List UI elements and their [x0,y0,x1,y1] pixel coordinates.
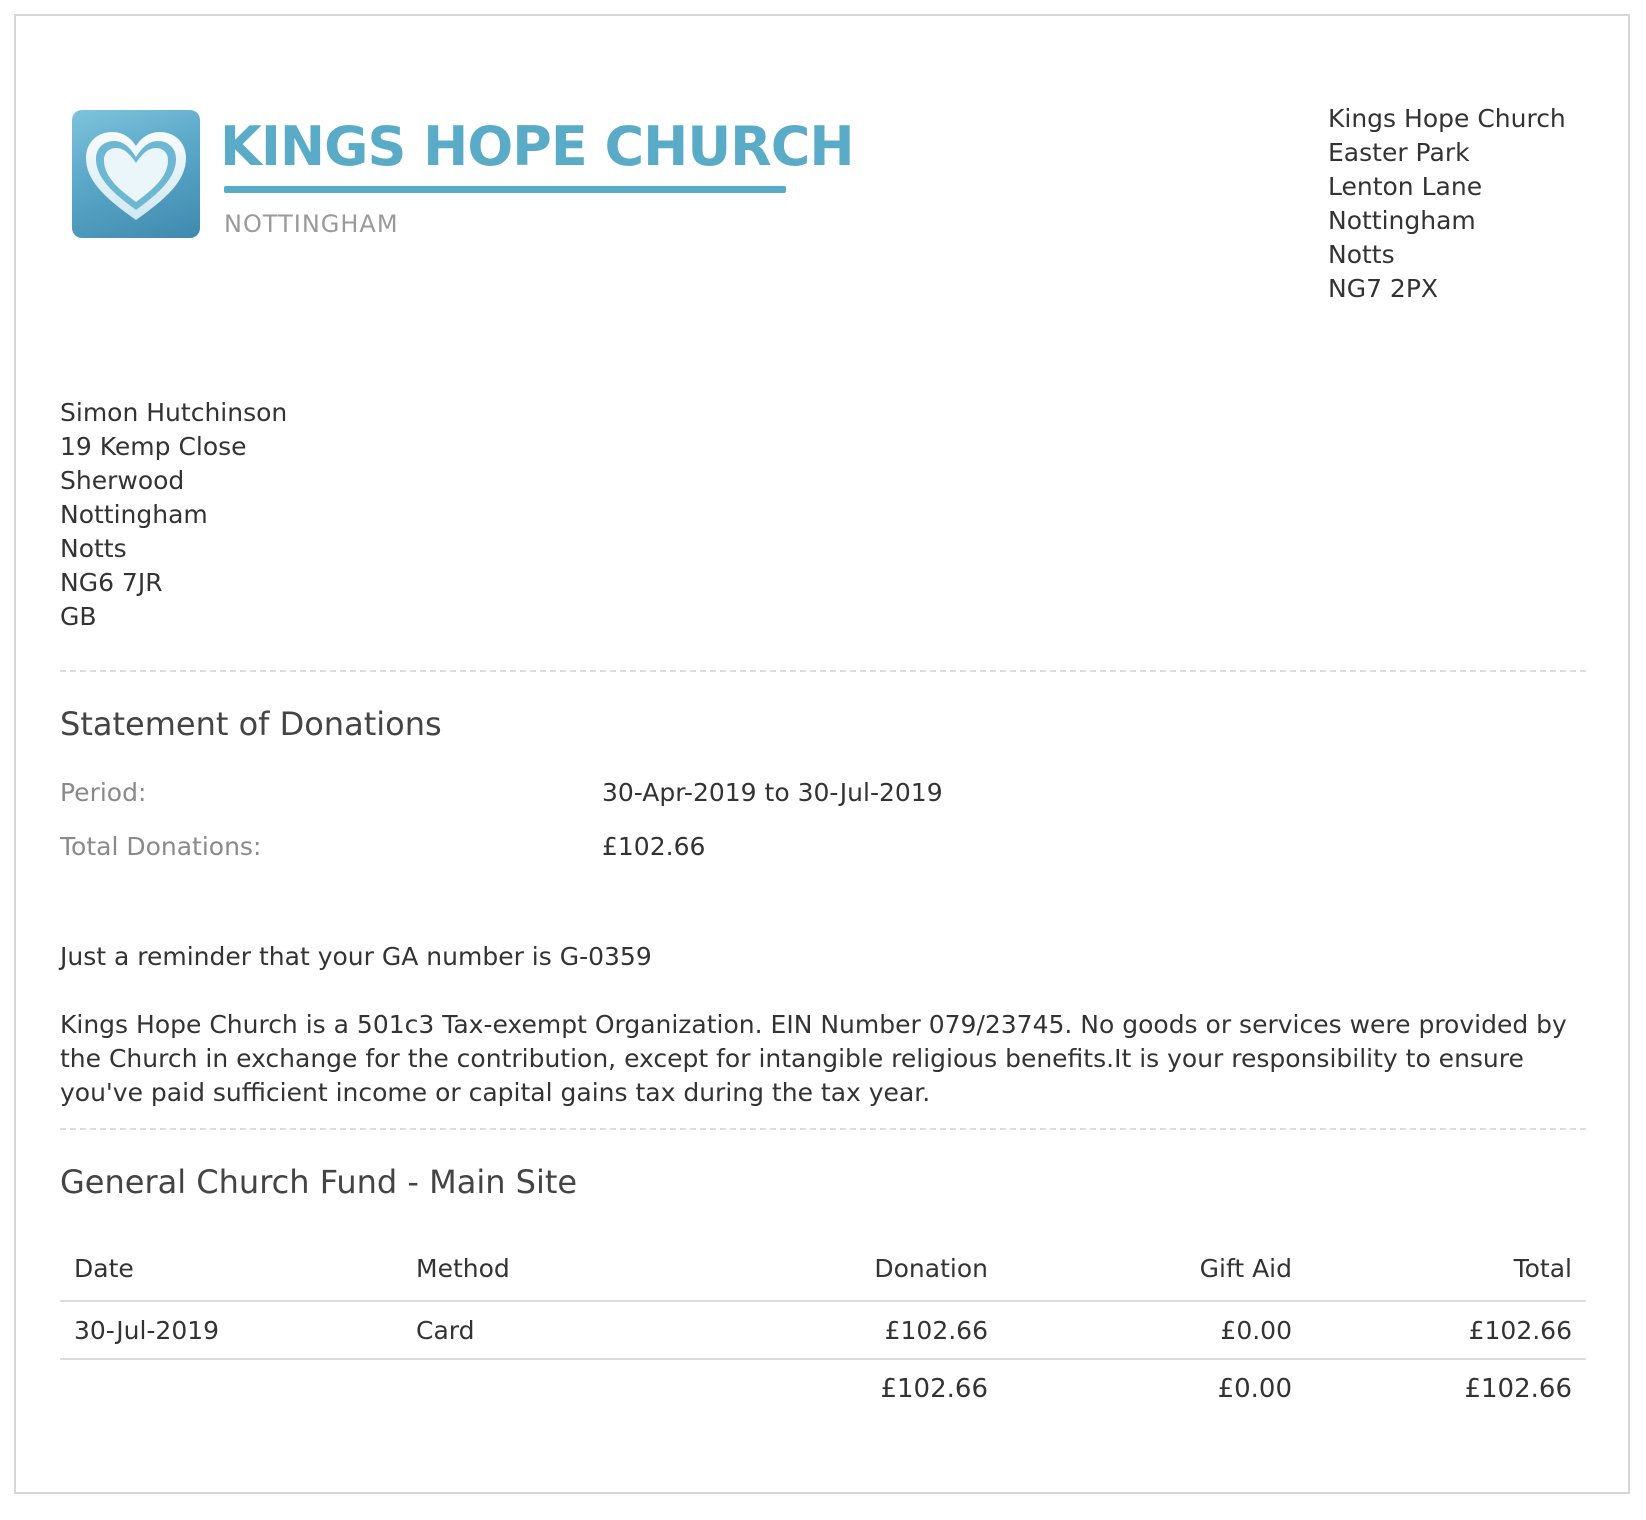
row-method: Card [416,1316,475,1345]
totals-gift-aid: £0.00 [1217,1374,1292,1404]
total-donations-label: Total Donations: [60,832,262,861]
logo-underline [224,186,786,193]
sender-address-line: Nottingham [1328,206,1476,235]
recipient-address-line: GB [60,602,97,631]
logo-city: NOTTINGHAM [224,210,399,238]
logo-name: KINGS HOPE CHURCH [220,115,854,178]
ga-reminder: Just a reminder that your GA number is G-0359 [60,942,652,971]
recipient-address-line: 19 Kemp Close [60,432,247,461]
row-date: 30-Jul-2019 [74,1316,220,1345]
row-total: £102.66 [1468,1316,1572,1345]
column-header-method: Method [416,1254,510,1283]
recipient-address-line: Sherwood [60,466,185,495]
heart-icon [72,110,200,238]
section-divider [60,670,1586,672]
sender-address-line: Easter Park [1328,138,1470,167]
sender-address-line: Kings Hope Church [1328,104,1566,133]
fund-title: General Church Fund - Main Site [60,1163,578,1201]
legal-notice: Kings Hope Church is a 501c3 Tax-exempt Organization. EIN Number 079/23745. No goods or services were provided by the Church in exchange for the contribution, except for intangible religious benefits.It is your responsibility to ensure you've paid sufficient income or capital gains tax during the tax year. [60,1010,1567,1107]
recipient-address-line: Simon Hutchinson [60,398,288,427]
recipient-address-line: Notts [60,534,127,563]
column-header-date: Date [74,1254,134,1283]
sender-address-line: Lenton Lane [1328,172,1483,201]
sender-address-line: Notts [1328,240,1395,269]
recipient-address-line: NG6 7JR [60,568,163,597]
section-divider [60,1128,1586,1130]
period-label: Period: [60,778,147,807]
fund-table [60,1244,1586,1416]
statement-page [14,14,1630,1494]
table-totals-row [60,1360,1586,1416]
totals-total: £102.66 [1464,1374,1572,1404]
statement-title: Statement of Donations [60,705,442,743]
recipient-address [60,396,287,634]
sender-address [1328,102,1566,306]
total-donations-value: £102.66 [602,832,706,861]
period-value: 30-Apr-2019 to 30-Jul-2019 [602,778,943,807]
table-header-row [60,1244,1586,1302]
sender-address-line: NG7 2PX [1328,274,1439,303]
totals-donation: £102.66 [880,1374,988,1404]
column-header-donation: Donation [874,1254,988,1283]
column-header-gift-aid: Gift Aid [1199,1254,1292,1283]
column-header-total: Total [1513,1254,1572,1283]
table-row [60,1302,1586,1360]
recipient-address-line: Nottingham [60,500,208,529]
row-donation: £102.66 [884,1316,988,1345]
row-gift-aid: £0.00 [1220,1316,1292,1345]
